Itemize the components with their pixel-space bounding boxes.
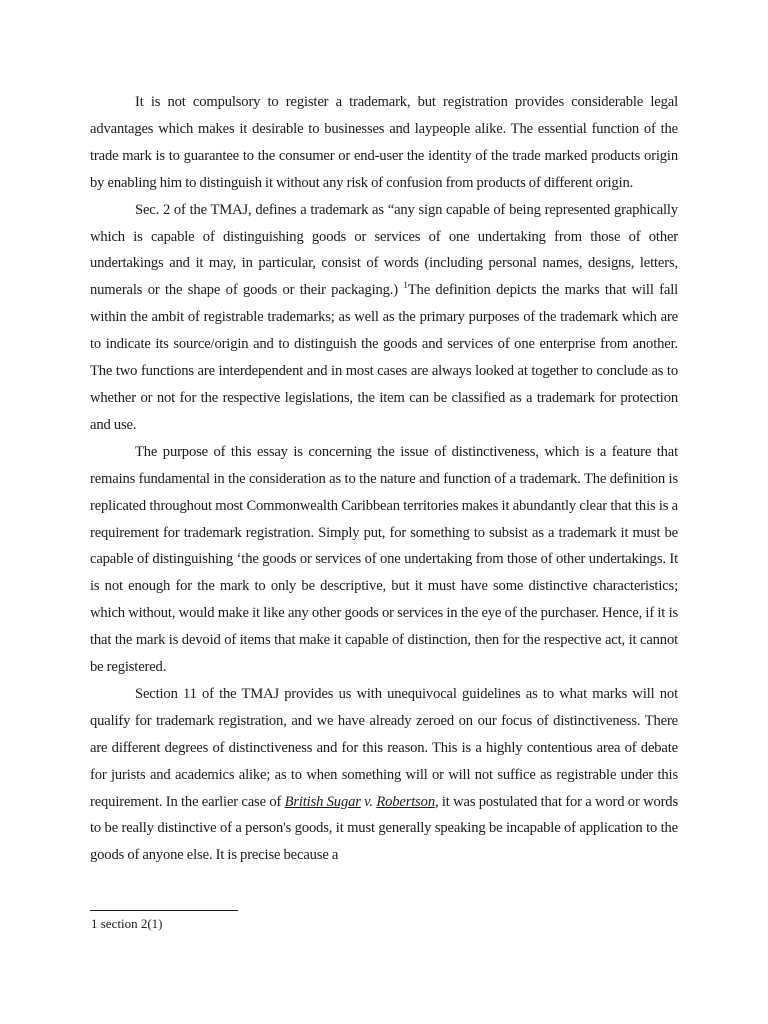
paragraph-4-text-after-case: it was postulated that for a word or words to be really distinctive of a person's goods, it must generally speaking be incapable of application to the goods of anyone else. It is precise because a: [90, 793, 678, 864]
case-citation-party-2: Robertson,: [376, 793, 439, 810]
paragraph-4-text-before-case: Section 11 of the TMAJ provides us with unequivocal guidelines as to what marks will not qualify for trademark registration, and we have already zeroed on our focus of distinctiveness. There are different degrees of distinctiveness and for this reason. This is a highly contentious area of debate for jurists and academics alike; as to when something will or will not suffice as registrable under this requirement. In the earlier case of: [90, 685, 678, 810]
paragraph-2-text-before-ref: Sec. 2 of the TMAJ, defines a trademark as “any sign capable of being represented graphically which is capable of distinguishing goods or services of one undertaking from those of other undertakings and it may, in particular, consist of words (including personal names, designs, letters, numerals or the shape of goods or their packaging.): [90, 201, 678, 299]
document-body: [90, 89, 678, 869]
paragraph-1: [90, 89, 678, 197]
footnote: 1 section 2(1): [91, 916, 163, 931]
paragraph-2: [90, 197, 678, 439]
footnote-separator: [90, 910, 238, 911]
paragraph-3-text: The purpose of this essay is concerning the issue of distinctiveness, which is a feature that remains fundamental in the consideration as to the nature and function of a trademark. The definition is replicated throughout most Commonwealth Caribbean territories makes it abundantly clear that this is a requirement for trademark registration. Simply put, for something to subsist as a trademark it must be capable of distinguishing ‘the goods or services of one undertaking from those of other undertakings. It is not enough for the mark to only be descriptive, but it must have some distinctive characteristics; which without, would make it like any other goods or services in the eye of the purchaser. Hence, if it is that the mark is devoid of items that make it capable of distinction, then for the respective act, it cannot be registered.: [90, 443, 678, 676]
case-citation-versus: v.: [360, 793, 377, 810]
case-citation-party-1: British Sugar: [284, 793, 361, 810]
paragraph-3: [90, 439, 678, 681]
paragraph-4: [90, 681, 678, 869]
paragraph-1-text: It is not compulsory to register a trademark, but registration provides considerable legal advantages which makes it desirable to businesses and laypeople alike. The essential function of the trade mark is to guarantee to the consumer or end-user the identity of the trade marked products origin by enabling him to distinguish it without any risk of confusion from products of different origin.: [90, 94, 678, 191]
paragraph-2-text-after-ref: The definition depicts the marks that will fall within the ambit of registrable trademarks; as well as the primary purposes of the trademark which are to indicate its source/origin and to distinguish the goods and services of one enterprise from another. The two functions are interdependent and in most cases are always looked at together to conclude as to whether or not for the respective legislations, the item can be classified as a trademark for protection and use.: [90, 282, 678, 433]
footnote-reference[interactable]: 1: [403, 280, 408, 291]
